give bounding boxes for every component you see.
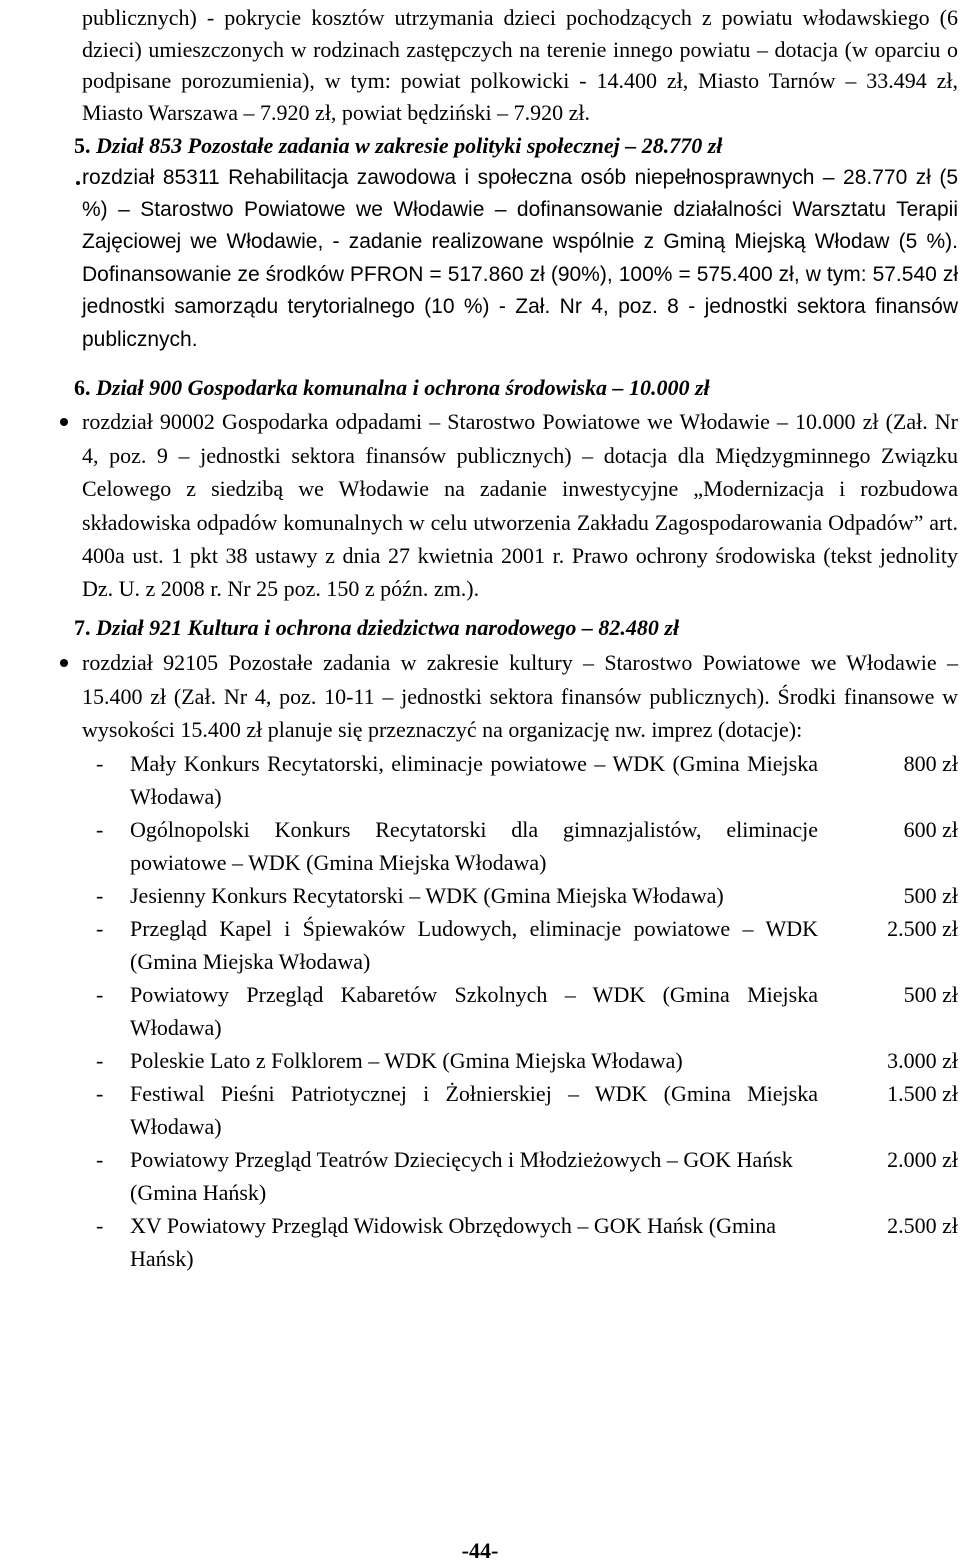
event-name: Powiatowy Przegląd Kabaretów Szkolnych – WDK (Gmina Miejska Włodawa): [130, 981, 818, 1040]
event-dash: -: [96, 882, 104, 908]
section-6-heading: [74, 372, 958, 404]
event-dash: -: [96, 750, 104, 776]
page-number: -44-: [461, 1538, 499, 1563]
event-item: [96, 1044, 958, 1077]
event-item: [96, 912, 958, 978]
section-5-item-text: rozdział 85311 Rehabilitacja zawodowa i społeczna osób niepełnosprawnych – 28.770 zł (5 %) – Starostwo Powiatowe we Włodawie – dofinansowanie działalności Warsztatu Terapii Zajęciowej we Włodawie, - zadanie realizowane wspólnie z Gminą Miejską Włodaw (5 %). Dofinansowanie ze środków PFRON = 517.860 zł (90%), 100% = 575.400 zł, w tym: 57.540 zł jednostki samorządu terytorialnego (10 %) - Zał. Nr 4, poz. 8 - jednostki sektora finansów publicznych.: [82, 165, 958, 351]
event-amount: 500 zł: [903, 981, 958, 1007]
event-name: Jesienny Konkurs Recytatorski – WDK (Gmina Miejska Włodawa): [130, 882, 724, 908]
event-name: Przegląd Kapel i Śpiewaków Ludowych, eliminacje powiatowe – WDK (Gmina Miejska Włodawa): [130, 915, 818, 974]
event-dash: -: [96, 1212, 104, 1238]
event-dash: -: [96, 1080, 104, 1106]
event-name: Ogólnopolski Konkurs Recytatorski dla gimnazjalistów, eliminacje powiatowe – WDK (Gmina Miejska Włodawa): [130, 816, 818, 875]
event-amount: 2.000 zł: [887, 1146, 958, 1172]
section-6-item: [82, 405, 958, 605]
event-item: [96, 747, 958, 813]
section-6-number: 6.: [74, 374, 91, 400]
event-amount: 2.500 zł: [887, 1212, 958, 1238]
event-amount: 600 zł: [903, 816, 958, 842]
event-amount: 800 zł: [903, 750, 958, 776]
section-5-heading: [74, 130, 958, 162]
event-amount: 500 zł: [903, 882, 958, 908]
event-amount: 2.500 zł: [887, 915, 958, 941]
section-7-number: 7.: [74, 614, 91, 640]
events-list: [96, 747, 958, 1275]
event-dash: -: [96, 981, 104, 1007]
section-6-item-text: rozdział 90002 Gospodarka odpadami – Starostwo Powiatowe we Włodawie – 10.000 zł (Zał. Nr 4, poz. 9 – jednostki sektora finansów publicznych) – dotacja dla Międzygminnego Związku Celowego z siedzibą we Włodawie na zadanie inwestycyjne „Modernizacja i rozbudowa składowiska odpadów komunalnych w celu utworzenia Zakładu Zagospodarowania Odpadów” art. 400a ust. 1 pkt 38 ustawy z dnia 27 kwietnia 2001 r. Prawo ochrony środowiska (tekst jednolity Dz. U. z 2008 r. Nr 25 poz. 150 z późn. zm.).: [82, 409, 958, 602]
section-7-heading: [74, 612, 958, 644]
event-name: XV Powiatowy Przegląd Widowisk Obrzędowych – GOK Hańsk (Gmina Hańsk): [130, 1212, 776, 1271]
event-name: Mały Konkurs Recytatorski, eliminacje powiatowe – WDK (Gmina Miejska Włodawa): [130, 750, 818, 809]
bullet-icon: [76, 181, 80, 185]
event-dash: -: [96, 816, 104, 842]
bullet-icon: [60, 418, 68, 426]
event-dash: -: [96, 1047, 104, 1073]
event-name: Poleskie Lato z Folklorem – WDK (Gmina Miejska Włodawa): [130, 1047, 683, 1073]
event-item: [96, 879, 958, 912]
event-item: [96, 813, 958, 879]
section-6-title: Dział 900 Gospodarka komunalna i ochrona środowiska – 10.000 zł: [96, 374, 710, 400]
event-amount: 1.500 zł: [887, 1080, 958, 1106]
event-item: [96, 1077, 958, 1143]
event-name: Powiatowy Przegląd Teatrów Dziecięcych i Młodzieżowych – GOK Hańsk (Gmina Hańsk): [130, 1146, 793, 1205]
event-item: [96, 978, 958, 1044]
section-5-item: [82, 162, 958, 356]
event-dash: -: [96, 1146, 104, 1172]
event-amount: 3.000 zł: [887, 1047, 958, 1073]
event-item: [96, 1209, 958, 1275]
bullet-icon: [60, 659, 68, 667]
event-item: [96, 1143, 958, 1209]
section-5-title: Dział 853 Pozostałe zadania w zakresie polityki społecznej – 28.770 zł: [96, 133, 723, 158]
event-name: Festiwal Pieśni Patriotycznej i Żołnierskiej – WDK (Gmina Miejska Włodawa): [130, 1080, 818, 1139]
event-dash: -: [96, 915, 104, 941]
section-7-title: Dział 921 Kultura i ochrona dziedzictwa narodowego – 82.480 zł: [96, 614, 680, 640]
document-page: [74, 2, 958, 1275]
section-5-number: 5.: [74, 133, 91, 158]
section-7-item-text: rozdział 92105 Pozostałe zadania w zakresie kultury – Starostwo Powiatowe we Włodawie – 15.400 zł (Zał. Nr 4, poz. 10-11 – jednostki sektora finansów publicznych). Środki finansowe w wysokości 15.400 zł planuje się przeznaczyć na organizację nw. imprez (dotacje):: [82, 650, 958, 743]
section-7-item: [82, 646, 958, 746]
intro-paragraph: publicznych) - pokrycie kosztów utrzymania dzieci pochodzących z powiatu włodawskiego (6 dzieci) umieszczonych w rodzinach zastępczych na terenie innego powiatu – dotacja (w oparciu o podpisane porozumienia), w tym: powiat polkowicki - 14.400 zł, Miasto Tarnów – 33.494 zł, Miasto Warszawa – 7.920 zł, powiat będziński – 7.920 zł.: [82, 5, 958, 125]
